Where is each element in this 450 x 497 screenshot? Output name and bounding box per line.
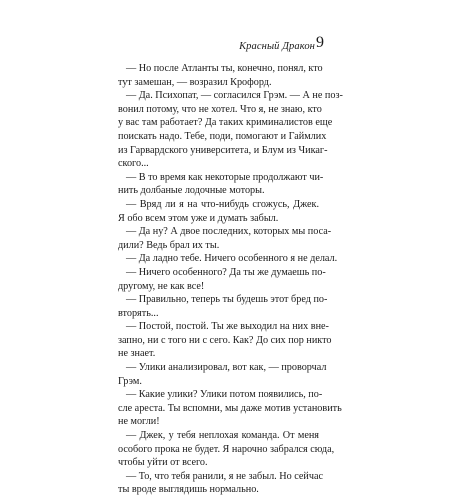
text-line: сле ареста. Ты вспомни, мы даже мотив установить bbox=[118, 402, 342, 414]
text-line: — Да ладно тебе. Ничего особенного я не делал. bbox=[126, 253, 338, 265]
text-line: не знает. bbox=[118, 348, 156, 360]
text-line: у вас там работает? Да таких криминалистов еще bbox=[118, 117, 333, 129]
text-line: — Да. Психопат, — согласился Грэм. — А не поз- bbox=[126, 90, 343, 102]
text-line: Я обо всем этом уже и думать забыл. bbox=[118, 212, 279, 224]
text-line: — Постой, постой. Ты же выходил на них вне- bbox=[126, 321, 329, 333]
text-line: поискать надо. Тебе, поди, помогают и Гаймлих bbox=[118, 130, 327, 142]
text-line: — Правильно, теперь ты будешь этот бред по- bbox=[126, 294, 328, 306]
text-line: тут замешан, — возразил Крофорд. bbox=[118, 76, 272, 88]
text-line: дили? Ведь брал их ты. bbox=[118, 239, 220, 251]
text-line: вторять... bbox=[118, 307, 159, 319]
text-line: нить долбаные лодочные моторы. bbox=[118, 185, 265, 197]
text-line: не могли! bbox=[118, 416, 160, 428]
text-line: — Улики анализировал, вот как, — проворчал bbox=[126, 362, 327, 374]
text-line: ты вроде выглядишь нормально. bbox=[118, 484, 259, 496]
text-line: — Ничего особенного? Да ты же думаешь по- bbox=[126, 266, 326, 278]
text-line: — В то время как некоторые продолжают чи- bbox=[126, 171, 324, 183]
text-line: ского... bbox=[118, 158, 149, 170]
text-line: вонил потому, что не хотел. Что я, не знаю, кто bbox=[118, 103, 322, 115]
text-line: — Вряд ли я на что-нибудь сгожусь, Джек. bbox=[126, 198, 319, 210]
text-line: из Гарвардского университета, и Блум из Чикаг- bbox=[118, 144, 328, 156]
text-line: — Джек, у тебя неплохая команда. От меня bbox=[126, 430, 319, 442]
text-line: — Какие улики? Улики потом появились, по- bbox=[126, 389, 323, 401]
text-line: чтобы уйти от всего. bbox=[118, 457, 208, 469]
body-text bbox=[118, 62, 343, 497]
page-number: 9 bbox=[316, 34, 324, 51]
text-line: — Да ну? А двое последних, которых мы поса- bbox=[126, 226, 332, 238]
running-title: Красный Дракон bbox=[239, 41, 315, 52]
text-line: другому, не как все! bbox=[118, 280, 205, 292]
text-line: — То, что тебя ранили, я не забыл. Но сейчас bbox=[126, 470, 324, 482]
text-line: особого прока не будет. Я нарочно забрался сюда, bbox=[118, 443, 335, 455]
text-line: запно, ни с того ни с сего. Как? До сих пор никто bbox=[118, 334, 332, 346]
text-line: Грэм. bbox=[118, 375, 142, 387]
text-line: — Но после Атланты ты, конечно, понял, кто bbox=[126, 63, 323, 74]
